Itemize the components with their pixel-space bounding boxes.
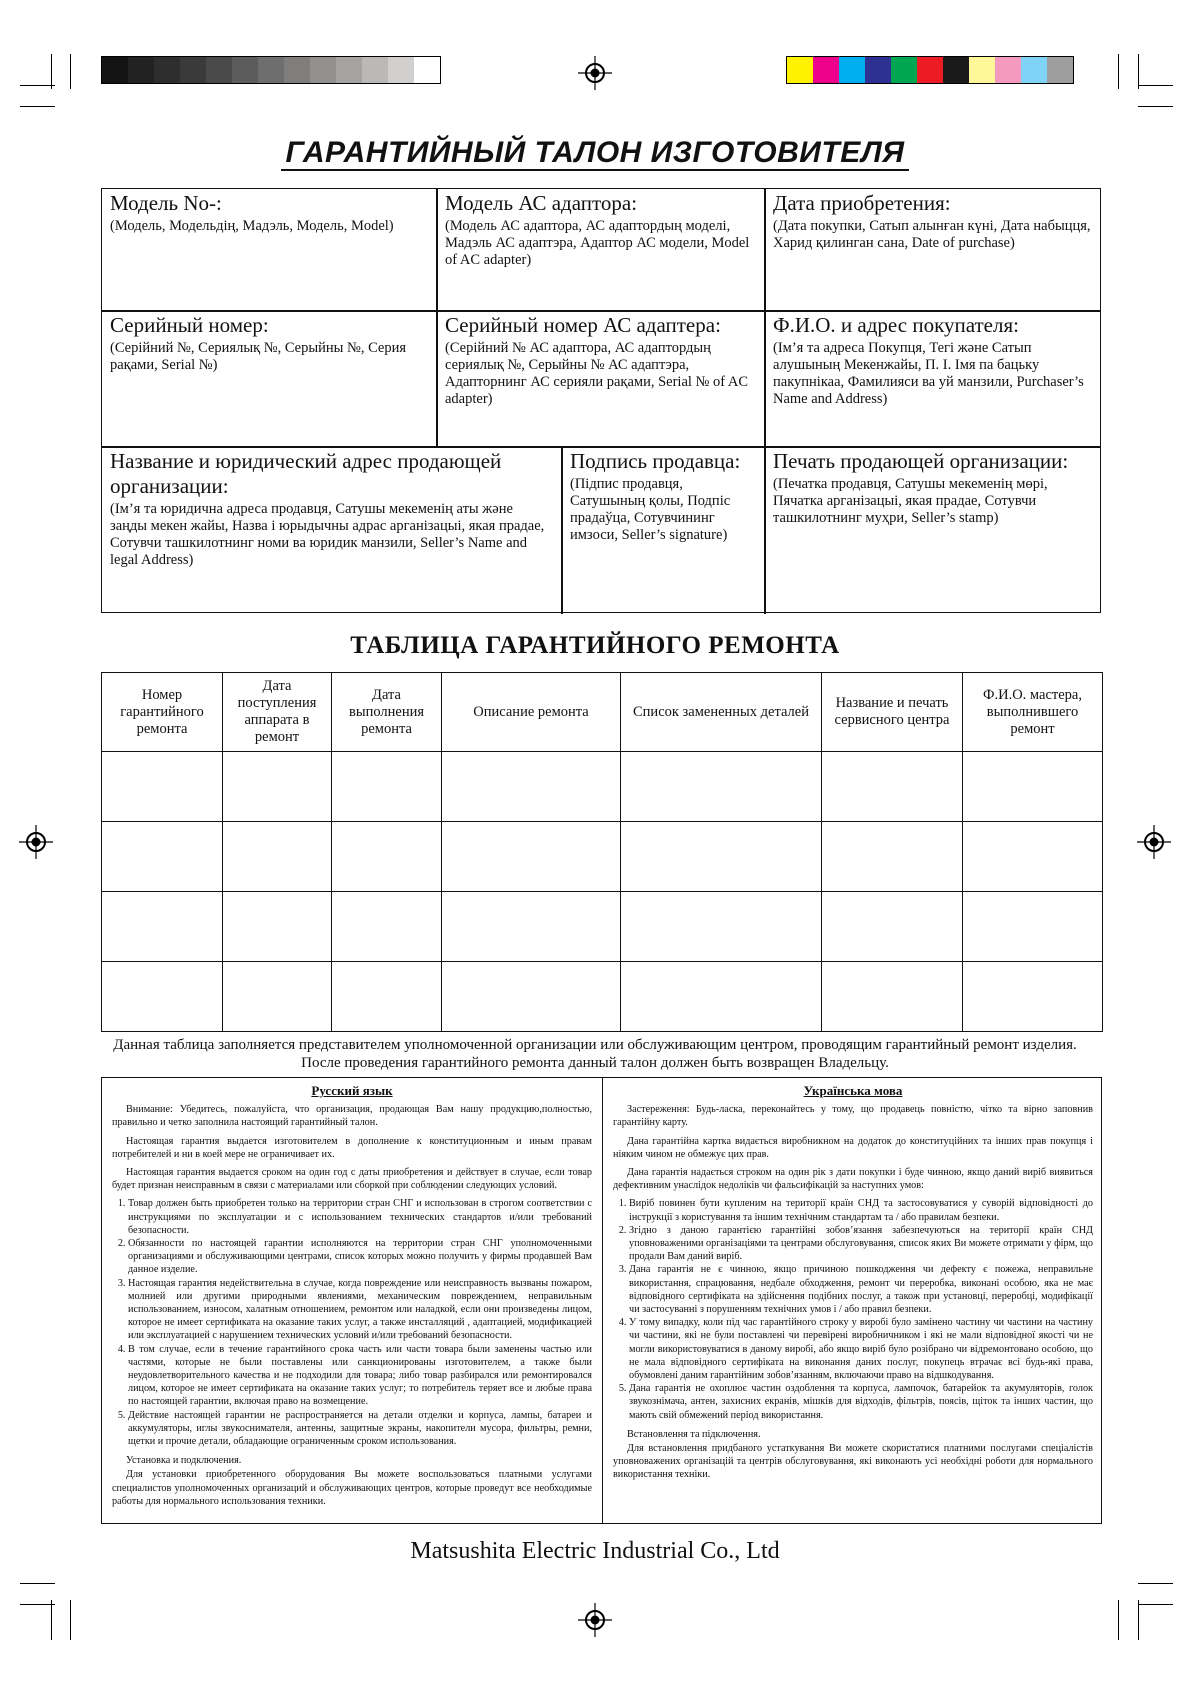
russian-conditions-list — [112, 1197, 592, 1448]
crop-mark — [20, 106, 55, 107]
color-swatch — [1047, 57, 1073, 83]
company-name: Matsushita Electric Industrial Co., Ltd — [410, 1538, 780, 1564]
color-swatch — [180, 57, 206, 83]
ukrainian-terms-column — [613, 1084, 1093, 1487]
table-row — [102, 892, 1103, 962]
adapter-model-label: Модель АС адаптора: — [445, 191, 638, 215]
divider — [602, 1078, 603, 1523]
list-item: 5. Дана гарантія не охоплює частин оздоблення та корпуса, лампочок, батарейок та акумуляторів, голок звукознімача, антен, захисних екранів, мішків для відходів, фільтрів, поясів, щіток та інших частин, що мають свій обмежений період використання. — [629, 1382, 1093, 1422]
table-cell[interactable] — [102, 892, 223, 962]
color-swatch — [414, 57, 440, 83]
table-cell[interactable] — [621, 892, 822, 962]
seller-sublabel: (Ім’я та юридична адреса продавця, Сатушы мекеменің аты және заңды мекен жайы, Назва і юрыдычны адрас арганізацыі, якая прадае, Сотувчи ташкилотнинг номи ва юридик манзили, Seller’s Name and legal Address) — [110, 501, 545, 568]
color-swatch — [310, 57, 336, 83]
color-swatch — [813, 57, 839, 83]
table-cell[interactable] — [822, 822, 963, 892]
page-title-text: ГАРАНТИЙНЫЙ ТАЛОН ИЗГОТОВИТЕЛЯ — [281, 136, 908, 171]
column-header: Номер гарантийного ремонта — [102, 673, 223, 752]
table-cell[interactable] — [963, 752, 1103, 822]
color-swatch — [891, 57, 917, 83]
ukrainian-heading: Українська мова — [803, 1083, 903, 1098]
ukrainian-paragraph: Для встановлення придбаного устаткування Ви можете скористатися платними послугами спеціалістів уповноважених організацій та центрів обслуговування, які виконають усі необхідні роботи для нормального використання техніки. — [613, 1443, 1093, 1481]
table-cell[interactable] — [332, 822, 442, 892]
repair-table-title: ТАБЛИЦА ГАРАНТИЙНОГО РЕМОНТА — [350, 632, 840, 659]
crop-mark — [1138, 1600, 1139, 1640]
table-cell[interactable] — [822, 892, 963, 962]
table-cell[interactable] — [822, 962, 963, 1032]
table-cell[interactable] — [442, 962, 621, 1032]
color-swatch — [1021, 57, 1047, 83]
stamp-label: Печать продающей организации: — [773, 449, 1069, 473]
page-title — [0, 136, 1190, 170]
registration-mark-icon — [578, 1603, 612, 1637]
table-row — [102, 752, 1103, 822]
table-cell[interactable] — [332, 752, 442, 822]
adapter-serial-sublabel: (Серійний № АС адаптора, АС адаптордың сериялық №, Серыйны № АС адаптэра, Адапторнинг АС серияли рақами, Serial № of AC adapter) — [445, 340, 749, 407]
crop-mark — [51, 1600, 52, 1640]
crop-mark — [1138, 1604, 1173, 1605]
stamp-sublabel: (Печатка продавця, Сатушы мекеменің мөрі, Пячатка арганізацыі, якая прадае, Сотувчи ташкилотнинг муҳри, Seller’s stamp) — [773, 476, 1048, 526]
list-item: 3. Дана гарантія не є чинною, якщо причиною пошкодження чи дефекту є пожежа, неправильне використання, спрацювання, недбале обходження, ремонт чи переробка, виконані особою, яка не має відповідного сертифіката на здійснення подібних послуг, а також при установці, переробці, модифікації чи застосуванні з порушенням технічних умов і / або правил безпеки. — [629, 1263, 1093, 1316]
serial-label: Серийный номер: — [110, 313, 269, 337]
registration-mark-icon — [578, 56, 612, 90]
column-header: Название и печать сервисного центра — [822, 673, 963, 752]
purchase-date-sublabel: (Дата покупки, Сатып алынған күні, Дата набыцця, Харид қилинган сана, Date of purchase) — [773, 218, 1091, 251]
crop-mark — [1138, 1583, 1173, 1584]
registration-mark-icon — [1137, 825, 1171, 859]
registration-mark-icon — [19, 825, 53, 859]
russian-heading: Русский язык — [311, 1083, 393, 1098]
crop-mark — [1138, 106, 1173, 107]
list-item: 3. Настоящая гарантия недействительна в случае, когда повреждение или неисправность вызваны пожаром, молнией или другими природными явлениями, механическим повреждением, неправильным использованием, износом, халатным отношением, ремонтом или наладкой, если они произведены лицом, которое не имеет сертификата на оказание таких услуг, а также инсталляций , адаптацией, модификацией или эксплуатацией с нарушением технических условий и/или требований безопасности. — [128, 1277, 592, 1343]
column-header: Описание ремонта — [442, 673, 621, 752]
russian-paragraph: Настоящая гарантия выдается сроком на один год с даты приобретения и действует в случае, если товар будет признан неисправным в связи с материалами или сборкой при соблюдении следующих условий. — [112, 1167, 592, 1192]
model-sublabel: (Модель, Модельдің, Мадэль, Модель, Model) — [110, 218, 394, 234]
table-note-line-1: Данная таблица заполняется представителем уполномоченной организации или обслуживающим центром, проводящим гарантийный ремонт изделия. — [113, 1037, 1077, 1053]
color-swatch — [969, 57, 995, 83]
table-cell[interactable] — [102, 962, 223, 1032]
signature-field[interactable] — [562, 447, 764, 612]
color-swatch — [336, 57, 362, 83]
russian-terms-column — [112, 1084, 592, 1513]
crop-mark — [20, 85, 55, 86]
color-swatch — [917, 57, 943, 83]
table-header-row — [102, 673, 1103, 752]
crop-mark — [51, 54, 52, 89]
crop-mark — [1138, 54, 1139, 89]
russian-paragraph: Внимание: Убедитесь, пожалуйста, что организация, продающая Вам нашу продукцию,полностью, правильно и четко заполнила настоящий гарантийный талон. — [112, 1104, 592, 1129]
table-cell[interactable] — [102, 822, 223, 892]
ukrainian-paragraph: Дана гарантія надається строком на один рік з дати покупки і буде чинною, якщо даний виріб виявиться дефективним унаслідок недоліків чи фальсифікацій за наступних умов: — [613, 1167, 1093, 1192]
table-cell[interactable] — [621, 752, 822, 822]
signature-label: Подпись продавца: — [570, 449, 741, 473]
color-swatch — [258, 57, 284, 83]
buyer-sublabel: (Ім’я та адреса Покупця, Тегі және Сатып алушының Мекенжайы, П. І. Імя па бацьку пакупнікаа, Фамилияси ва уй манзили, Purchaser’s Name and Address) — [773, 340, 1084, 407]
crop-mark — [70, 1600, 71, 1640]
list-item: 4. У тому випадку, коли під час гарантійного строку у виробі було замінено частину чи частини на частину чи частини, які не були поставлені чи перевірені виробничником і які не мали відповідної якості чи не могли використовуватися в даному виробі, або якщо виріб було розібрано чи відремонтовано особою, що не мала відповідного сертифіката на виконання даних послуг, покупець втрачає всі будь-які права, обумовлені даним гарантійним зобов’язанням, включаючи право на відшкодування. — [629, 1316, 1093, 1382]
table-cell[interactable] — [332, 962, 442, 1032]
stamp-field[interactable] — [765, 447, 1100, 612]
color-swatch — [995, 57, 1021, 83]
repair-table — [101, 672, 1103, 1032]
adapter-model-sublabel: (Модель АС адаптора, АС адаптордың моделі, Мадэль АС адаптэра, Адаптор АС модели, Model of AC adapter) — [445, 218, 750, 268]
table-cell[interactable] — [963, 962, 1103, 1032]
color-swatch — [839, 57, 865, 83]
column-header: Список замененных деталей — [621, 673, 822, 752]
table-cell[interactable] — [822, 752, 963, 822]
ukrainian-paragraph: Дана гарантійна картка видається виробникном на додаток до конституційних та інших прав покупця і ніяким чином не обмежує цих прав. — [613, 1135, 1093, 1160]
column-header: Дата выполнения ремонта — [332, 673, 442, 752]
crop-mark — [70, 54, 71, 89]
table-cell[interactable] — [223, 752, 332, 822]
list-item: 5. Действие настоящей гарантии не распространяется на детали отделки и корпуса, лампы, батареи и аккумуляторы, иглы звукоснимателя, антенны, защитные экраны, накопители мусора, фильтры, ремни, щетки и прочие детали, обладающие ограниченным сроком использования. — [128, 1409, 592, 1449]
list-item: 1. Товар должен быть приобретен только на территории стран СНГ и использован в строгом соответствии с инструкциями по эксплуатации и с использованием технических стандартов и/или требований безопасности. — [128, 1197, 592, 1237]
table-cell[interactable] — [332, 892, 442, 962]
color-swatch — [206, 57, 232, 83]
color-swatch — [362, 57, 388, 83]
table-row — [102, 822, 1103, 892]
ukrainian-conditions-list — [613, 1197, 1093, 1421]
buyer-field[interactable] — [765, 311, 1100, 446]
table-cell[interactable] — [442, 752, 621, 822]
list-item: 2. Обязанности по настоящей гарантии исполняются на территории стран СНГ уполномоченными организациями и обслуживающими центрами, список которых можно получить у фирмы продавшей Вам данное изделие. — [128, 1237, 592, 1277]
table-row — [102, 962, 1103, 1032]
color-swatch — [787, 57, 813, 83]
serial-field[interactable] — [102, 311, 436, 446]
column-header: Дата поступления аппарата в ремонт — [223, 673, 332, 752]
signature-sublabel: (Підпис продавця, Сатушының қолы, Подпіс прадаўца, Сотувчининг имзоси, Seller’s signature) — [570, 476, 731, 543]
color-swatch — [865, 57, 891, 83]
russian-paragraph: Настоящая гарантия выдается изготовителем в дополнение к конституционным и иным правам потребителей и ни в коей мере не ограничивает их. — [112, 1135, 592, 1160]
color-swatch — [154, 57, 180, 83]
color-swatch — [284, 57, 310, 83]
list-item: 1. Виріб повинен бути купленим на території країн СНД та застосовуватися у суворій відповідності до інструкції з користування та іншим технічним стандартам та / або правилам безпеки. — [629, 1197, 1093, 1223]
table-cell[interactable] — [621, 822, 822, 892]
ukrainian-paragraph: Застереження: Будь-ласка, переконайтесь у тому, що продавець повністю, чітко та вірно заповнив гарантійну карту. — [613, 1104, 1093, 1129]
model-field[interactable] — [102, 189, 436, 310]
seller-field[interactable] — [102, 447, 561, 612]
color-swatch — [102, 57, 128, 83]
table-cell[interactable] — [223, 822, 332, 892]
crop-mark — [1138, 85, 1173, 86]
serial-sublabel: (Серійний №, Сериялық №, Серыйны №, Серия рақами, Serial №) — [110, 340, 407, 373]
adapter-serial-field[interactable] — [437, 311, 764, 446]
table-cell[interactable] — [963, 822, 1103, 892]
russian-paragraph: Установка и подключения. — [126, 1455, 242, 1467]
table-cell[interactable] — [223, 962, 332, 1032]
list-item: 4. В том случае, если в течение гарантийного срока часть или части товара были заменены частью или частями, которые не были поставлены или санкционированы изготовителем, а также были неудовлетворительного качества и не подходили для товара; либо товар разбирался или ремонтировался лицом, которое не имеет сертификата на оказание таких услуг; то потребитель теряет все и любые права по настоящей гарантии, включая право на возмещение. — [128, 1343, 592, 1409]
ukrainian-paragraph: Встановлення та підключення. — [627, 1428, 761, 1440]
crop-mark — [20, 1583, 55, 1584]
color-swatch — [388, 57, 414, 83]
color-calibration-strip — [786, 56, 1074, 84]
crop-mark — [1118, 54, 1119, 89]
warranty-terms-box — [101, 1077, 1102, 1524]
buyer-label: Ф.И.О. и адрес покупателя: — [773, 313, 1019, 337]
table-cell[interactable] — [223, 892, 332, 962]
adapter-serial-label: Серийный номер АС адаптера: — [445, 313, 721, 337]
table-cell[interactable] — [442, 822, 621, 892]
color-swatch — [943, 57, 969, 83]
list-item: 2. Згідно з даною гарантією гарантійні зобов’язання забезпечуються на території країн СНД уповноваженими організаціями та центрами обслуговування, список яких Ви можете отримати у фірм, що продали Вам даний виріб. — [629, 1224, 1093, 1264]
table-cell[interactable] — [963, 892, 1103, 962]
table-note-line-2: После проведения гарантийного ремонта данный талон должен быть возвращен Владельцу. — [301, 1055, 889, 1071]
purchase-date-field[interactable] — [765, 189, 1100, 310]
purchase-date-label: Дата приобретения: — [773, 191, 951, 215]
model-label: Модель No-: — [110, 191, 222, 215]
russian-paragraph: Для установки приобретенного оборудования Вы можете воспользоваться платными услугами специалистов уполномоченных организаций и обслуживающих центров, которые проведут все необходимые работы для нормального использования техники. — [112, 1469, 592, 1507]
warranty-info-box — [101, 188, 1101, 613]
crop-mark — [20, 1604, 55, 1605]
crop-mark — [1118, 1600, 1119, 1640]
grayscale-calibration-strip — [101, 56, 441, 84]
adapter-model-field[interactable] — [437, 189, 764, 310]
column-header: Ф.И.О. мастера, выполнившего ремонт — [963, 673, 1103, 752]
seller-label: Название и юридический адрес продающей организации: — [110, 449, 502, 498]
table-cell[interactable] — [102, 752, 223, 822]
color-swatch — [232, 57, 258, 83]
table-cell[interactable] — [621, 962, 822, 1032]
table-cell[interactable] — [442, 892, 621, 962]
color-swatch — [128, 57, 154, 83]
